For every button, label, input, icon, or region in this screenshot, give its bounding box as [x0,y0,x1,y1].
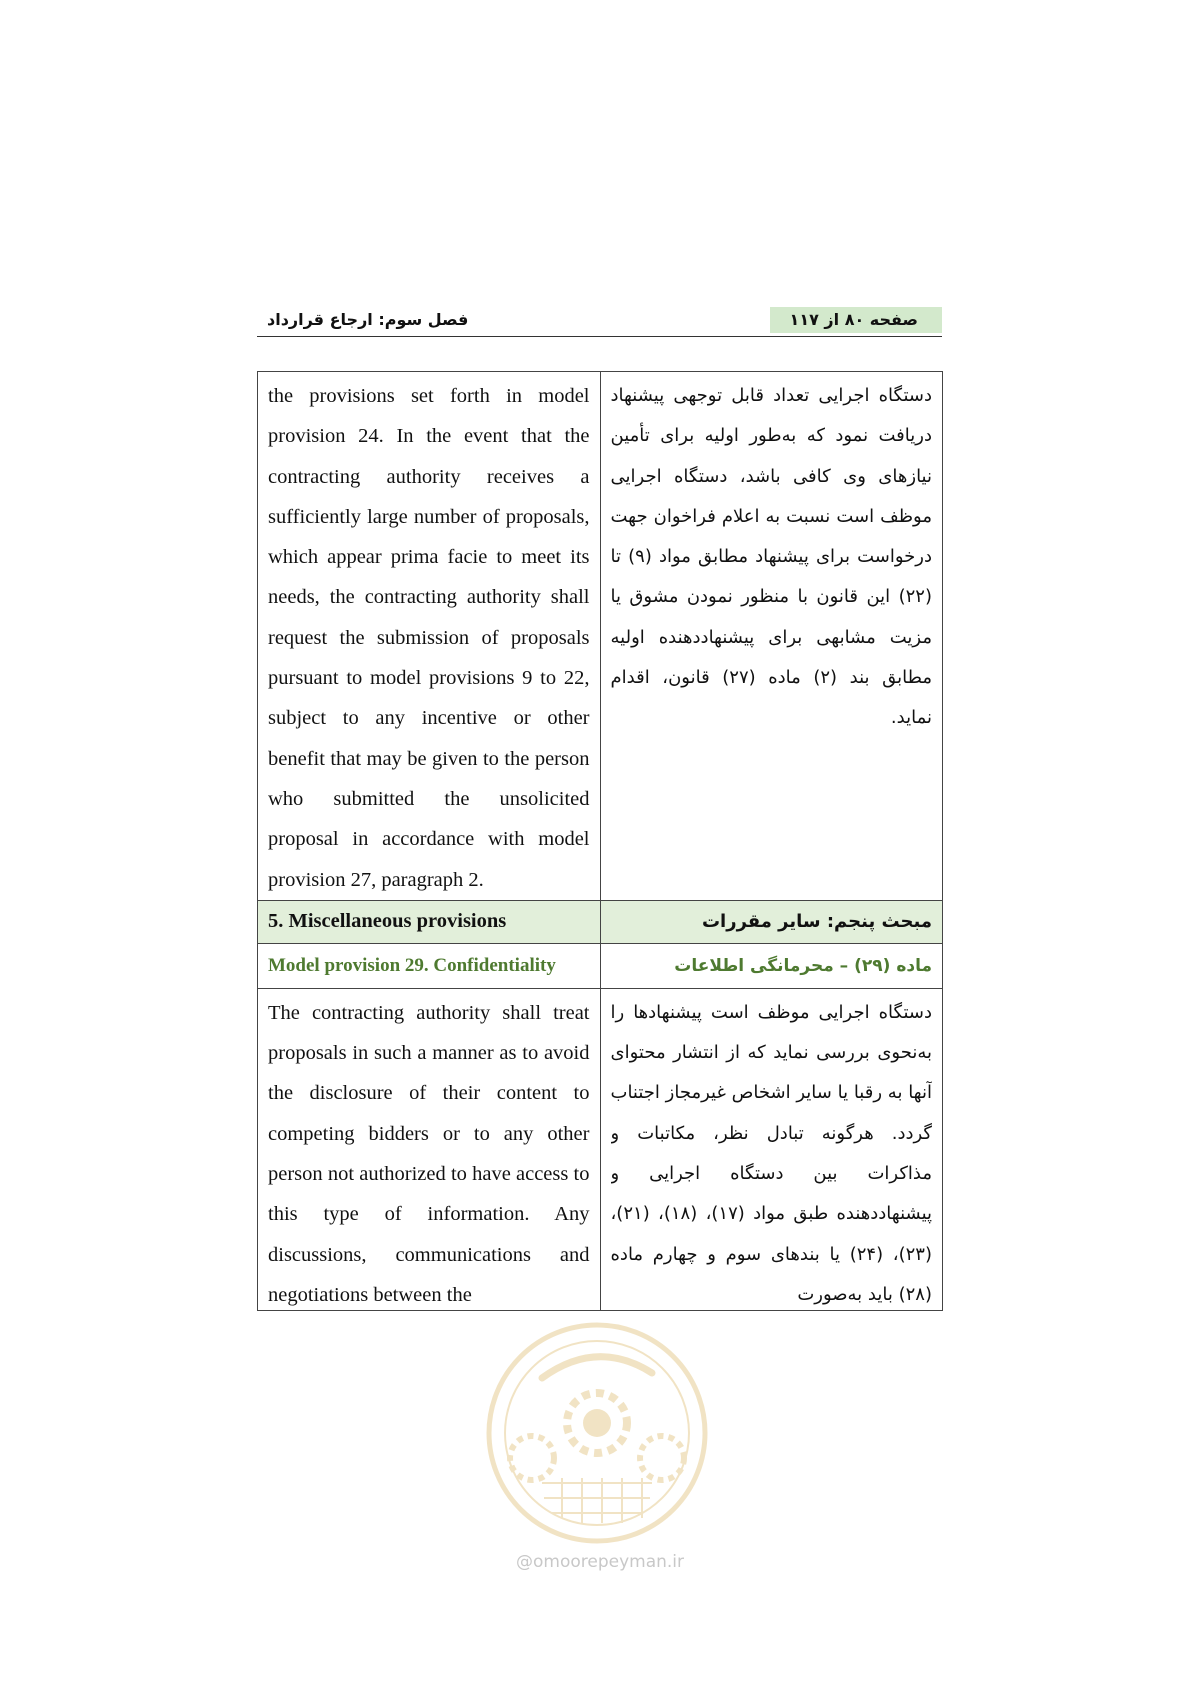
english-cell [258,900,601,943]
persian-paragraph: دستگاه اجرایی تعداد قابل توجهی پیشنهاد دریافت نمود که به‌طور اولیه برای تأمین نیازهای وی کافی باشد، دستگاه اجرایی موظف است نسبت به اعلام فراخوان جهت درخواست برای پیشنهاد مطابق مواد (۹) تا (۲۲) این قانون با منظور نمودن مشوق یا مزیت مشابهی برای پیشنهاددهنده اولیه مطابق بند (۲) ماده (۲۷) قانون، اقدام نماید. [610,385,932,729]
page-header [257,306,942,337]
persian-cell [600,988,943,1310]
article-heading-row [258,943,943,988]
english-cell [258,943,601,988]
english-cell [258,372,601,901]
table-row [258,372,943,901]
english-paragraph: The contracting authority shall treat proposals in such a manner as to avoid the disclosure of their content to competing bidders or to any other person not authorized to have access to this type of information. Any discussions, communications and negotiations between the [268,1001,590,1306]
section-heading-row [258,900,943,943]
article-heading-fa: ماده (۲۹) – محرمانگی اطلاعات [674,955,932,976]
page-number-badge: صفحه ۸۰ از ۱۱۷ [770,307,942,333]
english-cell [258,988,601,1310]
persian-cell [600,943,943,988]
persian-paragraph: دستگاه اجرایی موظف است پیشنهادها را به‌نحوی بررسی نماید که از انتشار محتوای آنها به رقبا یا سایر اشخاص غیرمجاز اجتناب گردد. هرگونه تبادل نظر، مکاتبات و مذاکرات بین دستگاه اجرایی و پیشنهاددهنده طبق مواد (۱۷)، (۱۸)، (۲۱)، (۲۳)، (۲۴) یا بندهای سوم و چهارم ماده (۲۸) باید به‌صورت [610,1001,932,1305]
persian-cell [600,900,943,943]
article-heading-en: Model provision 29. Confidentiality [268,954,556,976]
section-heading-en: 5. Miscellaneous provisions [268,910,507,933]
section-heading-fa: مبحث پنجم: سایر مقررات [701,911,932,933]
table-row [258,988,943,1310]
chapter-title: فصل سوم: ارجاع قرارداد [267,310,469,329]
english-paragraph: the provisions set forth in model provision 24. In the event that the contracting authority receives a sufficiently large number of proposals, which appear prima facie to meet its needs, the contracting authority shall request the submission of proposals pursuant to model provisions 9 to 22, subject to any incentive or other benefit that may be given to the person who submitted the unsolicited proposal in accordance with model provision 27, paragraph 2. [268,385,590,891]
persian-cell [600,372,943,901]
bilingual-table [257,371,943,1311]
watermark-site: @omoorepeyman.ir [515,1552,685,1572]
watermark-logo-icon [482,1318,712,1548]
